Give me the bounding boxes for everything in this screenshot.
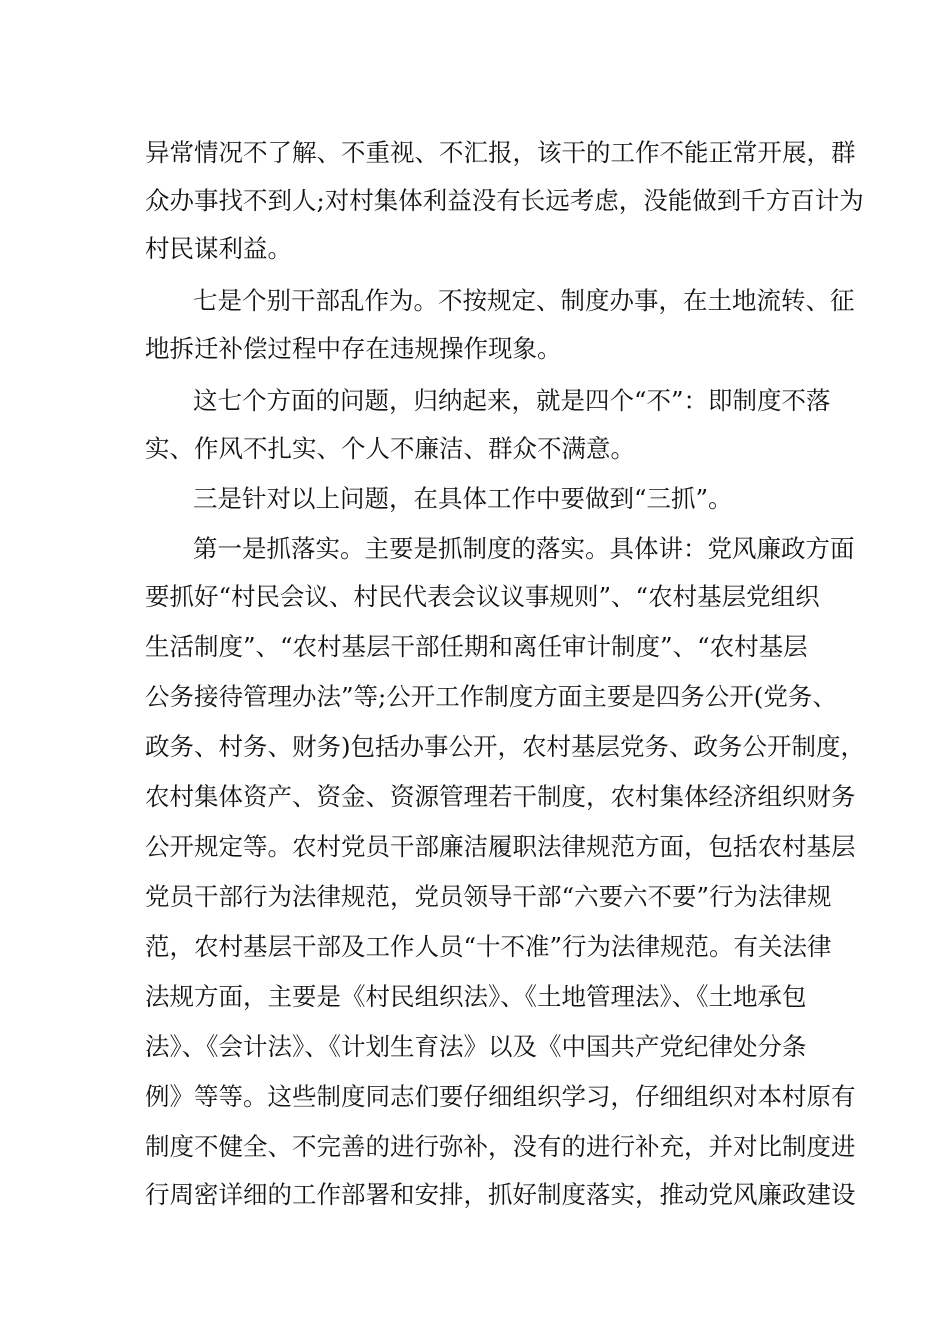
text-line: 公务接待管理办法”等;公开工作制度方面主要是四务公开(党务、 [145,682,837,711]
text-line: 制度不健全、不完善的进行弥补，没有的进行补充，并对比制度进 [145,1132,856,1161]
text-line: 法》、《会计法》、《计划生育法》以及《中国共产党纪律处分条 [145,1032,807,1061]
text-line: 行周密详细的工作部署和安排，抓好制度落实，推动党风廉政建设 [145,1180,856,1209]
text-line: 第一是抓落实。主要是抓制度的落实。具体讲：党风廉政方面 [193,534,855,563]
text-line: 例》等等。这些制度同志们要仔细组织学习，仔细组织对本村原有 [145,1082,856,1111]
text-line: 政务、村务、财务)包括办事公开，农村基层党务、政务公开制度， [145,732,866,761]
text-line: 要抓好“村民会议、村民代表会议议事规则”、“农村基层党组织 [145,582,820,611]
text-line: 范，农村基层干部及工作人员“十不准”行为法律规范。有关法律 [145,932,832,961]
text-line: 异常情况不了解、不重视、不汇报，该干的工作不能正常开展，群 [145,138,856,167]
text-line: 公开规定等。农村党员干部廉洁履职法律规范方面，包括农村基层 [145,832,856,861]
text-line: 众办事找不到人;对村集体利益没有长远考虑，没能做到千方百计为 [145,186,864,215]
text-line: 七是个别干部乱作为。不按规定、制度办事，在土地流转、征 [193,286,855,315]
text-line: 这七个方面的问题，归纳起来，就是四个“不”：即制度不落 [193,386,831,415]
text-line: 党员干部行为法律规范，党员领导干部“六要六不要”行为法律规 [145,882,832,911]
text-line: 地拆迁补偿过程中存在违规操作现象。 [145,334,562,363]
text-line: 农村集体资产、资金、资源管理若干制度，农村集体经济组织财务 [145,782,856,811]
text-line: 三是针对以上问题，在具体工作中要做到“三抓”。 [193,484,733,513]
text-line: 村民谋利益。 [145,234,292,263]
text-line: 实、作风不扎实、个人不廉洁、群众不满意。 [145,434,635,463]
text-line: 生活制度”、“农村基层干部任期和离任审计制度”、“农村基层 [145,632,808,661]
text-line: 法规方面，主要是《村民组织法》、《土地管理法》、《土地承包 [145,982,807,1011]
